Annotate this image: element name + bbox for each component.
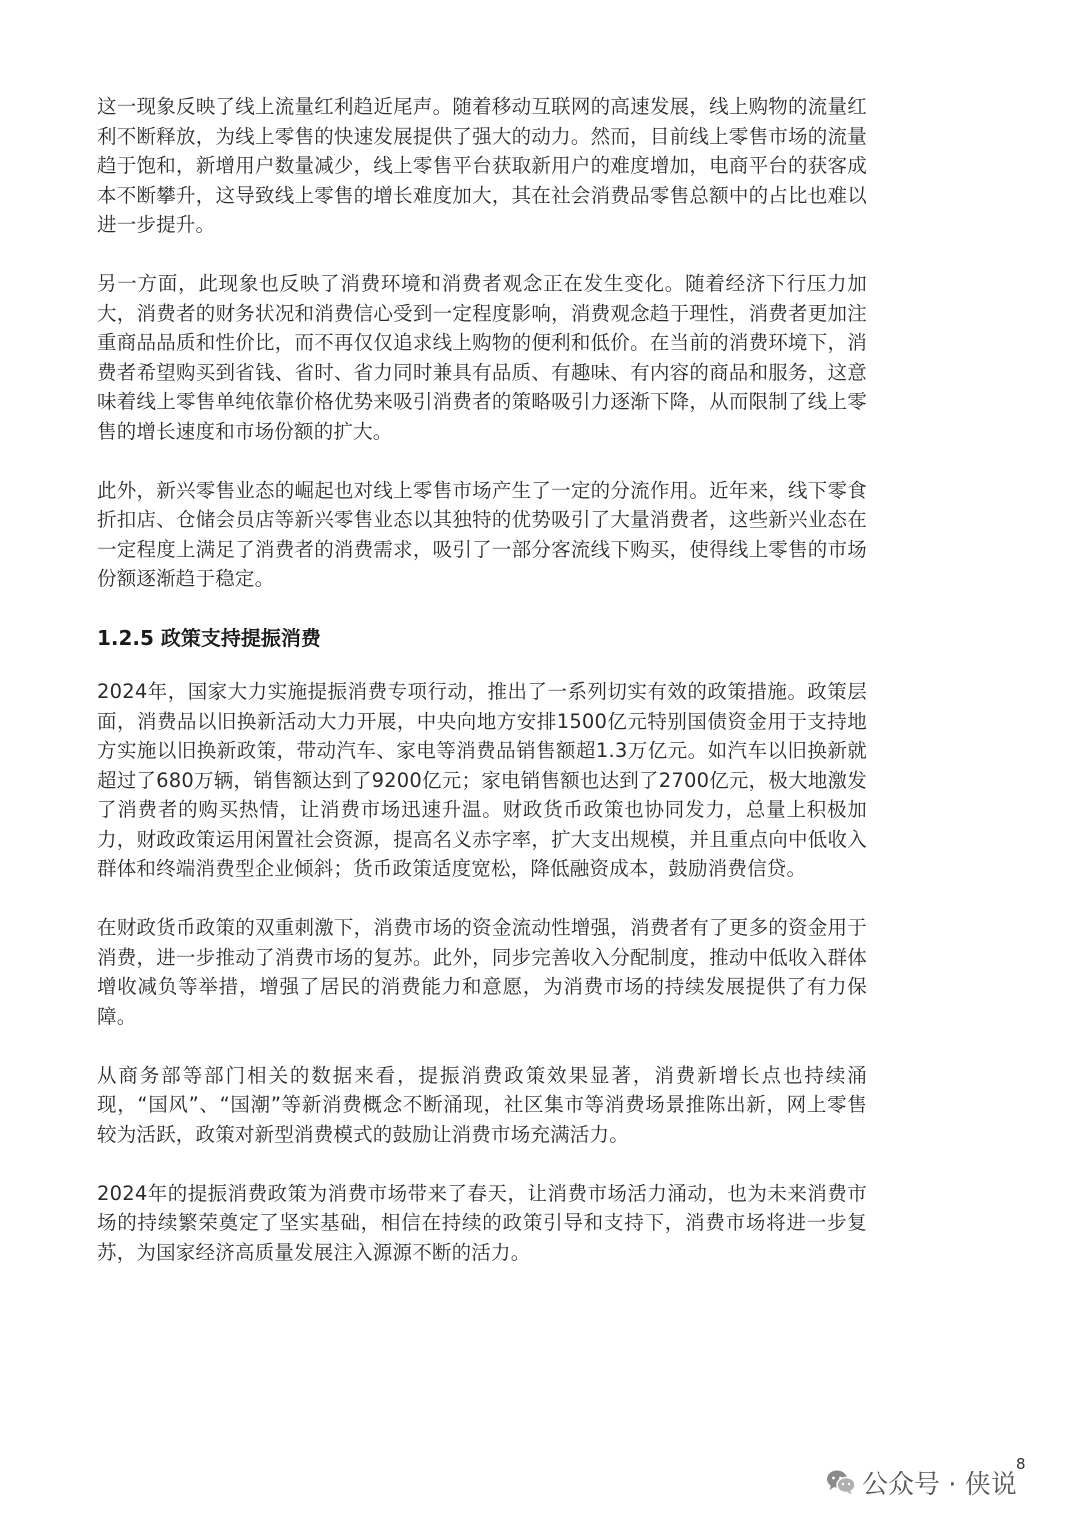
paragraph: 在财政货币政策的双重刺激下，消费市场的资金流动性增强，消费者有了更多的资金用于消费，进一步推动了消费市场的复苏。此外，同步完善收入分配制度，推动中低收入群体增收减负等举措，增强了居民的消费能力和意愿，为消费市场的持续发展提供了有力保障。 — [97, 916, 867, 1028]
paragraph: 此外，新兴零售业态的崛起也对线上零售市场产生了一定的分流作用。近年来，线下零食折扣店、仓储会员店等新兴零售业态以其独特的优势吸引了大量消费者，这些新兴业态在一定程度上满足了消费者的消费需求，吸引了一部分客流线下购买，使得线上零售的市场份额逐渐趋于稳定。 — [97, 478, 867, 590]
paragraph: 2024年，国家大力实施提振消费专项行动，推出了一系列切实有效的政策措施。政策层面，消费品以旧换新活动大力开展，中央向地方安排1500亿元特别国债资金用于支持地方实施以旧换新政策，带动汽车、家电等消费品销售额超1.3万亿元。如汽车以旧换新就超过了680万辆，销售额达到了9200亿元；家电销售额也达到了2700亿元，极大地激发了消费者的购买热情，让消费市场迅速升温。财政货币政策也协同发力，总量上积极加力，财政政策运用闲置社会资源，提高名义赤字率，扩大支出规模，并且重点向中低收入群体和终端消费型企业倾斜；货币政策适度宽松，降低融资成本，鼓励消费信贷。 — [97, 680, 867, 880]
watermark-text: 公众号 · 侠说 — [862, 1469, 1017, 1500]
document-body — [97, 92, 867, 1297]
wechat-icon — [826, 1469, 856, 1495]
section-heading: 1.2.5 政策支持提振消费 — [97, 626, 321, 650]
page-number: 8 — [1016, 1455, 1026, 1473]
paragraph: 2024年的提振消费政策为消费市场带来了春天，让消费市场活力涌动，也为未来消费市场的持续繁荣奠定了坚实基础，相信在持续的政策引导和支持下，消费市场将进一步复苏，为国家经济高质量发展注入源源不断的活力。 — [97, 1181, 867, 1264]
watermark — [826, 1462, 1017, 1502]
paragraph: 另一方面，此现象也反映了消费环境和消费者观念正在发生变化。随着经济下行压力加大，消费者的财务状况和消费信心受到一定程度影响，消费观念趋于理性，消费者更加注重商品品质和性价比，而不再仅仅追求线上购物的便利和低价。在当前的消费环境下，消费者希望购买到省钱、省时、省力同时兼具有品质、有趣味、有内容的商品和服务，这意味着线上零售单纯依靠价格优势来吸引消费者的策略吸引力逐渐下降，从而限制了线上零售的增长速度和市场份额的扩大。 — [97, 272, 867, 443]
paragraph: 这一现象反映了线上流量红利趋近尾声。随着移动互联网的高速发展，线上购物的流量红利不断释放，为线上零售的快速发展提供了强大的动力。然而，目前线上零售市场的流量趋于饱和，新增用户数量减少，线上零售平台获取新用户的难度增加，电商平台的获客成本不断攀升，这导致线上零售的增长难度加大，其在社会消费品零售总额中的占比也难以进一步提升。 — [97, 95, 867, 236]
paragraph: 从商务部等部门相关的数据来看，提振消费政策效果显著，消费新增长点也持续涌现，“国风”、“国潮”等新消费概念不断涌现，社区集市等消费场景推陈出新，网上零售较为活跃，政策对新型消费模式的鼓励让消费市场充满活力。 — [97, 1063, 867, 1146]
